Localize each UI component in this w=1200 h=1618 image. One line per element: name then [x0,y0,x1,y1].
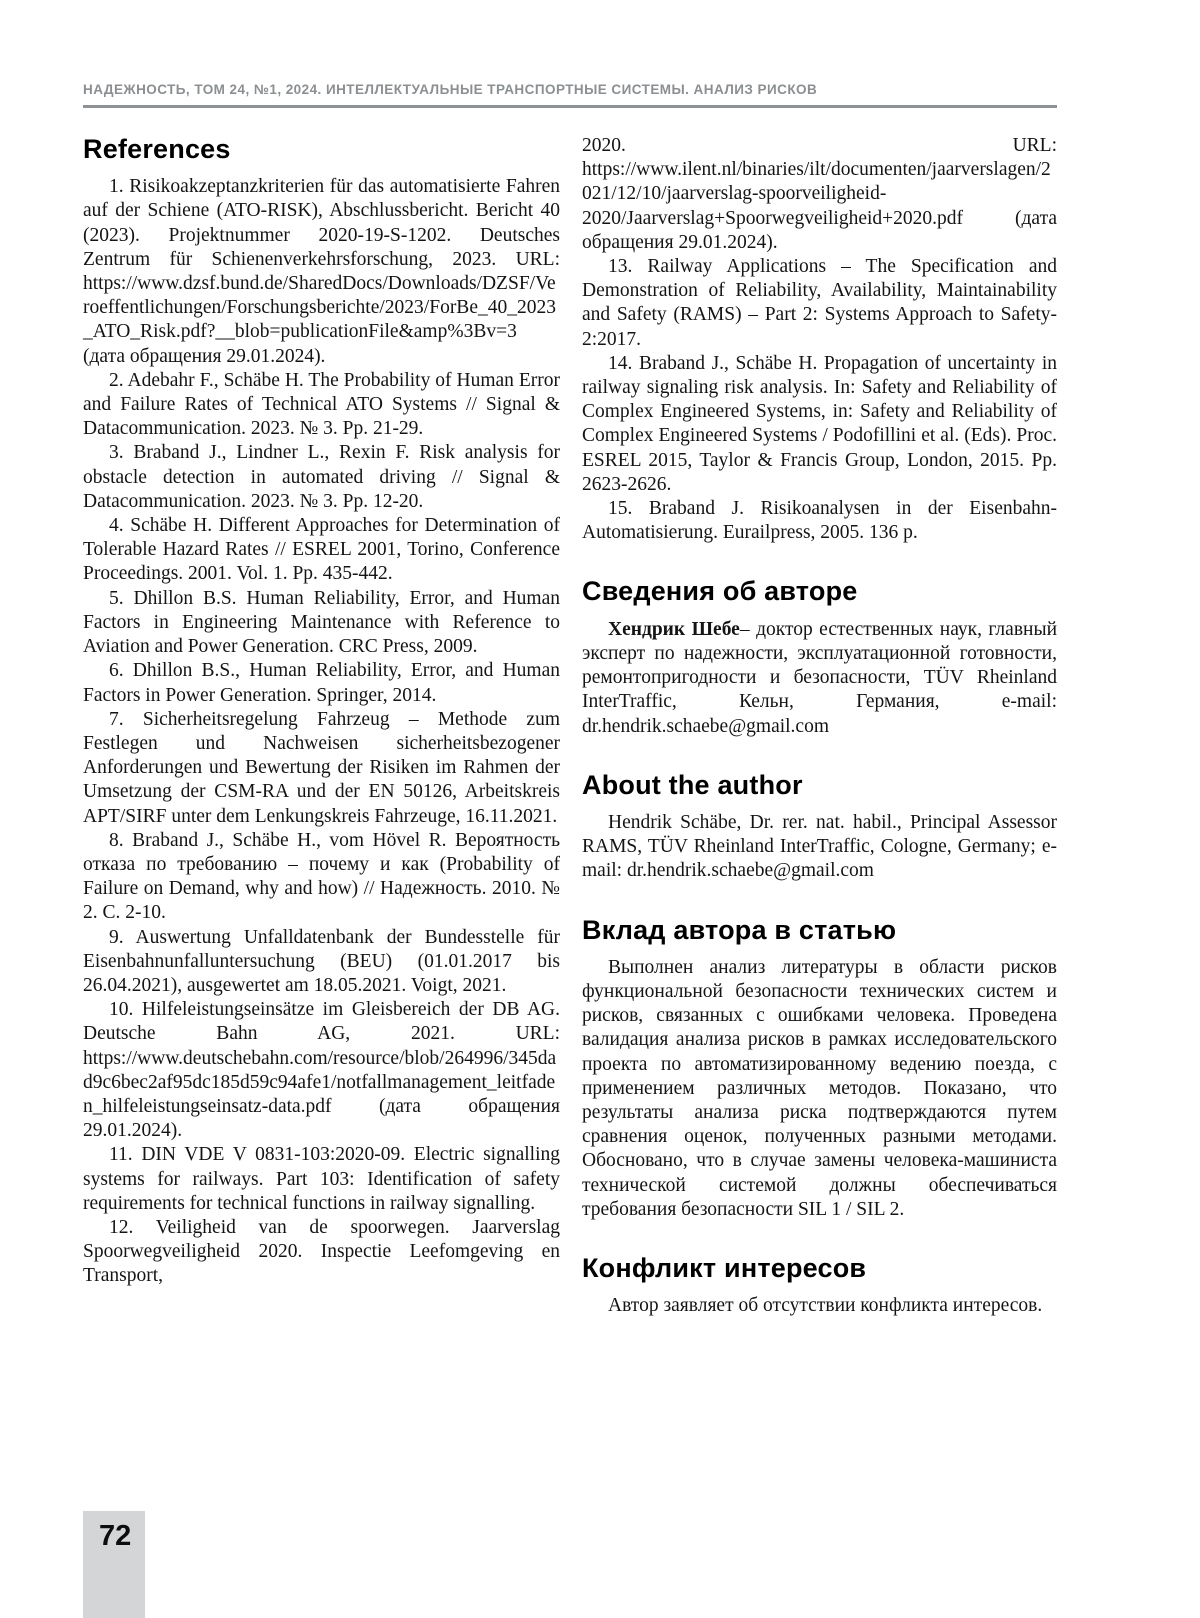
reference-item-5: 5. Dhillon B.S. Human Reliability, Error, and Human Factors in Engineering Maintenance with Reference to Aviation and Power Generation. CRC Press, 2009. [83,587,560,658]
reference-item-10: 10. Hilfeleistungseinsätze im Gleisbereich der DB AG. Deutsche Bahn AG, 2021. URL: https://www.deutschebahn.com/resource/blob/264996/345dad9c6bec2af95dc185d59c94afe1/notfallmanagement_leitfaden_hilfeleistungseinsatz-data.pdf (дата обращения 29.01.2024). [83,999,560,1142]
references-heading: References [83,134,231,164]
journal-header-line: НАДЕЖНОСТЬ, ТОМ 24, №1, 2024. ИНТЕЛЛЕКТУАЛЬНЫЕ ТРАНСПОРТНЫЕ СИСТЕМЫ. АНАЛИЗ РИСКОВ [83,82,818,97]
reference-item-1: 1. Risikoakzeptanzkriterien für das automatisierte Fahren auf der Schiene (ATO-RISK), Abschlussbericht. Bericht 40 (2023). Projektnummer 2020-19-S-1202. Deutsches Zentrum für Schienenverkehrsforschung, 2023. URL: https://www.dzsf.bund.de/SharedDocs/Downloads/DZSF/Veroeffentlichungen/Forschungsberichte/2023/ForBe_40_2023_ATO_Risk.pdf?__blob=publicationFile&amp%3Bv=3 (дата обращения 29.01.2024). [83,176,560,367]
author-info-ru-heading: Сведения об авторе [582,576,858,607]
right-column [582,134,1057,1318]
reference-item-2: 2. Adebahr F., Schäbe H. The Probability of Human Error and Failure Rates of Technical ATO Systems // Signal & Datacommunication. 2023. № 3. Pp. 21-29. [83,369,560,440]
reference-item-8: 8. Braband J., Schäbe H., vom Hövel R. Вероятность отказа по требованию – почему и как (Probability of Failure on Demand, why and how) // Надежность. 2010. № 2. С. 2-10. [83,829,560,924]
conflict-heading: Конфликт интересов [582,1253,867,1284]
contribution-text: Выполнен анализ литературы в области рисков функциональной безопасности технических систем и рисков, связанных с ошибками человека. Проведена валидация анализа рисков в рамках исследовательского проекта по автоматизированному ведению поезда, с применением различных методов. Показано, что результаты анализа риска подтверждаются путем сравнения оценок, полученных разными методами. Обосновано, что в случае замены человека-машиниста технической системой должны обеспечиваться требования безопасности SIL 1 / SIL 2. [582,956,1057,1220]
left-column [83,134,560,1318]
author-name-ru: Хендрик Шебе [608,618,740,640]
author-info-en-text: Hendrik Schäbe, Dr. rer. nat. habil., Principal Assessor RAMS, TÜV Rheinland InterTraffic, Cologne, Germany; e-mail: dr.hendrik.schaebe@gmail.com [582,811,1057,882]
author-info-en-heading: About the author [582,769,803,800]
reference-item-3: 3. Braband J., Lindner L., Rexin F. Risk analysis for obstacle detection in automated driving // Signal & Datacommunication. 2023. № 3. Pp. 12-20. [83,442,560,512]
reference-item-11: 11. DIN VDE V 0831-103:2020-09. Electric signalling systems for railways. Part 103: Identification of safety requirements for technical functions in railway signalling. [83,1144,560,1214]
page-number: 72 [99,1520,132,1552]
reference-item-14: 14. Braband J., Schäbe H. Propagation of uncertainty in railway signaling risk analysis. In: Safety and Reliability of Complex Engineered Systems, in: Safety and Reliability of Complex Engineered Systems / Podofillini et al. (Eds). Proc. ESREL 2015, Taylor & Francis Group, London, 2015. Pp. 2623-2626. [582,352,1057,495]
reference-item-15: 15. Braband J. Risikoanalysen in der Eisenbahn-Automatisierung. Eurailpress, 2005. 136 p. [582,498,1057,544]
author-info-ru-body: – доктор естественных наук, главный эксперт по надежности, эксплуатационной готовности, ремонтопригодности и безопасности, TÜV Rheinland InterTraffic, Кельн, Германия, e-mail: dr.hendrik.schaebe@gmail.com [582,618,1057,737]
page-number-box [83,1511,145,1618]
reference-item-4: 4. Schäbe H. Different Approaches for Determination of Tolerable Hazard Rates // ESREL 2001, Torino, Conference Proceedings. 2001. Vol. 1. Pp. 435-442. [83,515,560,585]
reference-item-12-continuation: 2020. URL: https://www.ilent.nl/binaries/ilt/documenten/jaarverslagen/2021/12/10/jaarverslag-spoorveiligheid-2020/Jaarverslag+Spoorwegveiligheid+2020.pdf (дата обращения 29.01.2024). [582,135,1057,253]
reference-item-13: 13. Railway Applications – The Specification and Demonstration of Reliability, Availability, Maintainability and Safety (RAMS) – Part 2: Systems Approach to Safety-2:2017. [582,256,1057,350]
reference-item-7: 7. Sicherheitsregelung Fahrzeug – Methode zum Festlegen und Nachweisen sicherheitsbezogener Anforderungen und Bewertung der Risiken im Rahmen der Umsetzung der CSM-RA und der EN 50126, Arbeitskreis APT/SIRF unter dem Lenkungskreis Fahrzeuge, 16.11.2021. [83,708,560,827]
reference-item-12: 12. Veiligheid van de spoorwegen. Jaarverslag Spoorwegveiligheid 2020. Inspectie Leefomgeving en Transport, [83,1216,560,1287]
contribution-heading: Вклад автора в статью [582,914,897,945]
reference-item-9: 9. Auswertung Unfalldatenbank der Bundesstelle für Eisenbahnunfalluntersuchung (BEU) (01.01.2017 bis 26.04.2021), ausgewertet am 18.05.2021. Voigt, 2021. [83,926,560,996]
conflict-text: Автор заявляет об отсутствии конфликта интересов. [608,1295,1043,1317]
header-rule [83,105,1057,108]
reference-item-6: 6. Dhillon B.S., Human Reliability, Error, and Human Factors in Power Generation. Springer, 2014. [83,660,560,706]
author-info-ru-text [582,618,1057,739]
two-column-layout [83,134,1057,1318]
